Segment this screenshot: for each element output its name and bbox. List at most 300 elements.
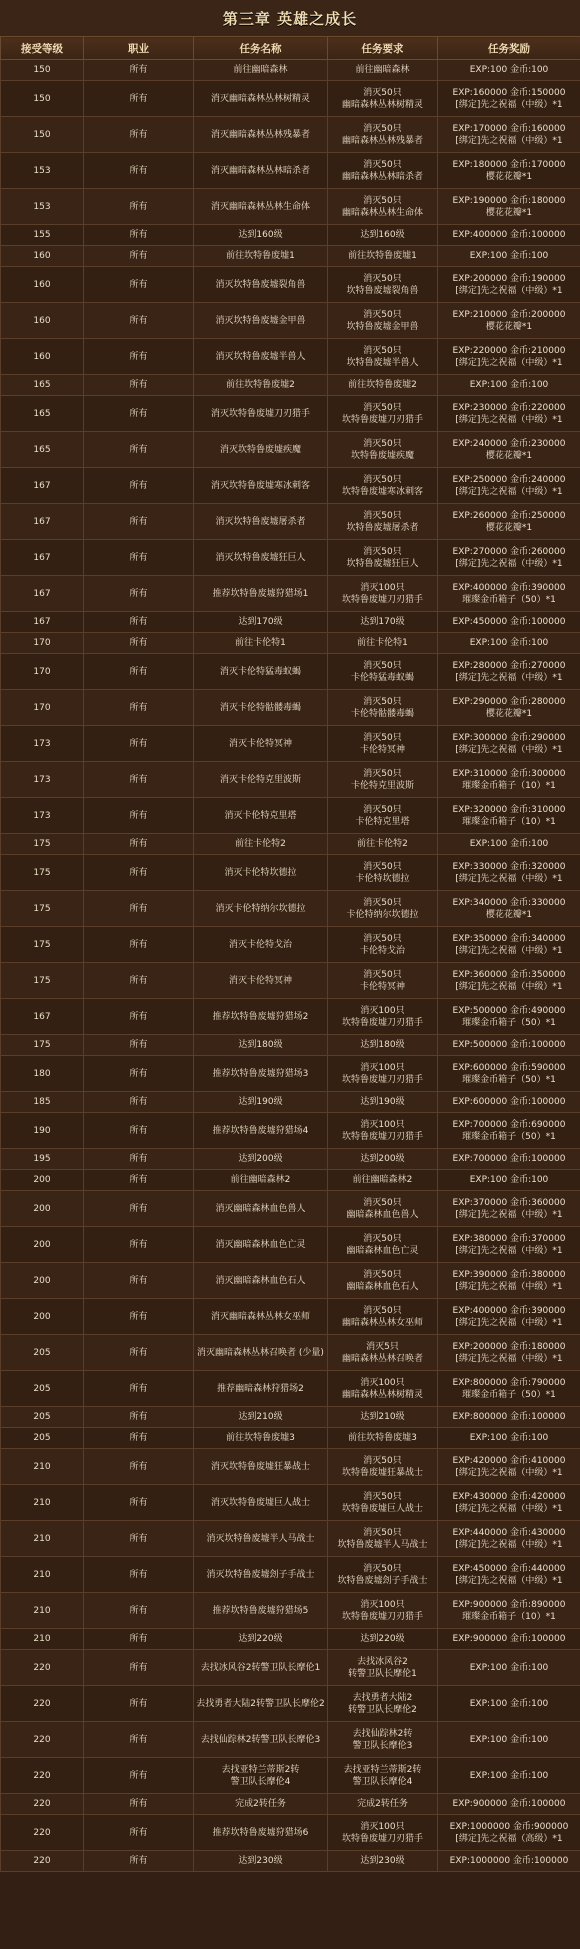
cell-class bbox=[84, 468, 194, 504]
cell-reward-line: EXP:900000 金币:100000 bbox=[452, 1799, 566, 1809]
cell-requirement-line: 消灭50只 bbox=[363, 1455, 402, 1466]
cell-quest-name-line: 前往坎特鲁废墟2 bbox=[226, 380, 295, 390]
cell-class bbox=[84, 834, 194, 855]
cell-reward bbox=[438, 1815, 580, 1851]
cell-class bbox=[84, 225, 194, 246]
cell-class-line: 所有 bbox=[129, 1275, 148, 1286]
cell-class-line: 所有 bbox=[129, 552, 148, 563]
cell-requirement-line: 警卫队长摩伦3 bbox=[352, 1740, 413, 1751]
cell-quest-name bbox=[194, 153, 328, 189]
cell-reward-line: EXP:270000 金币:260000 bbox=[452, 546, 566, 557]
cell-quest-name-line: 达到180级 bbox=[238, 1040, 283, 1050]
cell-requirement-line: 消灭50只 bbox=[363, 804, 402, 815]
cell-reward bbox=[438, 81, 580, 117]
cell-reward bbox=[438, 1407, 580, 1428]
cell-quest-name bbox=[194, 117, 328, 153]
cell-requirement bbox=[328, 189, 438, 225]
cell-quest-name-line: 消灭坎特鲁废墟刽子手战士 bbox=[206, 1569, 315, 1580]
cell-level bbox=[1, 999, 84, 1035]
cell-level bbox=[1, 60, 84, 81]
cell-level-line: 205 bbox=[33, 1347, 51, 1358]
cell-class bbox=[84, 927, 194, 963]
table-row bbox=[1, 690, 580, 726]
cell-requirement bbox=[328, 927, 438, 963]
cell-class bbox=[84, 1593, 194, 1629]
cell-requirement bbox=[328, 1851, 438, 1872]
cell-requirement bbox=[328, 339, 438, 375]
cell-reward-line: [绑定]先之祝福（中级）*1 bbox=[455, 414, 563, 425]
cell-level-line: 150 bbox=[33, 65, 51, 75]
cell-requirement bbox=[328, 1557, 438, 1593]
cell-requirement bbox=[328, 81, 438, 117]
cell-quest-name-line: 前往卡伦特2 bbox=[235, 839, 286, 849]
cell-quest-name bbox=[194, 1035, 328, 1056]
cell-class bbox=[84, 726, 194, 762]
cell-reward-line: EXP:100 金币:100 bbox=[469, 1770, 549, 1781]
cell-reward bbox=[438, 1170, 580, 1191]
cell-level-line: 220 bbox=[33, 1856, 51, 1866]
cell-reward-line: [绑定]先之祝福（中级）*1 bbox=[455, 1317, 563, 1328]
cell-requirement-line: 坎特鲁废墟刀刃猎手 bbox=[341, 1017, 423, 1028]
cell-reward-line: EXP:800000 金币:790000 bbox=[452, 1377, 566, 1388]
cell-quest-name-line: 推荐坎特鲁废墟狩猎场6 bbox=[212, 1827, 309, 1838]
cell-quest-name bbox=[194, 1794, 328, 1815]
cell-class bbox=[84, 576, 194, 612]
cell-quest-name bbox=[194, 762, 328, 798]
cell-requirement-line: 消灭50只 bbox=[363, 1197, 402, 1208]
cell-level-line: 180 bbox=[33, 1068, 51, 1079]
cell-requirement-line: 消灭50只 bbox=[363, 1305, 402, 1316]
cell-quest-name-line: 完成2转任务 bbox=[235, 1799, 286, 1809]
cell-reward bbox=[438, 1056, 580, 1092]
cell-class bbox=[84, 963, 194, 999]
cell-requirement-line: 消灭50只 bbox=[363, 123, 402, 134]
cell-level-line: 210 bbox=[33, 1533, 51, 1544]
cell-reward bbox=[438, 963, 580, 999]
cell-class bbox=[84, 375, 194, 396]
cell-class-line: 所有 bbox=[129, 129, 148, 140]
cell-class-line: 所有 bbox=[129, 738, 148, 749]
cell-level bbox=[1, 855, 84, 891]
cell-quest-name bbox=[194, 798, 328, 834]
cell-class bbox=[84, 1056, 194, 1092]
header-class: 职业 bbox=[84, 37, 194, 60]
cell-quest-name-line: 消灭卡伦特戈治 bbox=[228, 939, 292, 950]
header-reward: 任务奖励 bbox=[438, 37, 580, 60]
cell-reward bbox=[438, 267, 580, 303]
cell-class-line: 所有 bbox=[129, 93, 148, 104]
cell-requirement-line: 坎特鲁废墟刀刃猎手 bbox=[341, 594, 423, 605]
cell-quest-name-line: 消灭卡伦特纳尔坎德拉 bbox=[215, 903, 306, 914]
cell-quest-name bbox=[194, 855, 328, 891]
cell-requirement-line: 消灭50只 bbox=[363, 969, 402, 980]
cell-quest-name-line: 达到220级 bbox=[238, 1634, 283, 1644]
cell-class bbox=[84, 81, 194, 117]
cell-requirement-line: 坎特鲁废墟屠杀者 bbox=[346, 522, 419, 533]
cell-reward bbox=[438, 1650, 580, 1686]
cell-class bbox=[84, 1299, 194, 1335]
cell-requirement-line: 消灭50只 bbox=[363, 768, 402, 779]
cell-level bbox=[1, 1758, 84, 1794]
cell-level bbox=[1, 1371, 84, 1407]
cell-level-line: 173 bbox=[33, 810, 51, 821]
cell-reward bbox=[438, 1299, 580, 1335]
table-row bbox=[1, 117, 580, 153]
cell-class bbox=[84, 1485, 194, 1521]
cell-quest-name bbox=[194, 1056, 328, 1092]
cell-class bbox=[84, 1722, 194, 1758]
cell-quest-name-line: 消灭卡伦特冥神 bbox=[228, 738, 292, 749]
cell-quest-name bbox=[194, 1113, 328, 1149]
cell-level bbox=[1, 1650, 84, 1686]
cell-quest-name-line: 消灭卡伦特猛毒蚁蝎 bbox=[219, 666, 301, 677]
cell-requirement-line: 消灭50只 bbox=[363, 438, 402, 449]
cell-quest-name-line: 消灭幽暗森林丛林残暴者 bbox=[210, 129, 310, 140]
cell-reward-line: EXP:100 金币:100 bbox=[469, 380, 549, 390]
cell-class bbox=[84, 504, 194, 540]
cell-level-line: 173 bbox=[33, 774, 51, 785]
cell-class-line: 所有 bbox=[129, 1383, 148, 1394]
table-row bbox=[1, 963, 580, 999]
cell-reward-line: EXP:400000 金币:390000 bbox=[452, 1305, 566, 1316]
cell-level-line: 167 bbox=[33, 480, 51, 491]
cell-reward bbox=[438, 339, 580, 375]
cell-requirement bbox=[328, 1686, 438, 1722]
cell-level bbox=[1, 1170, 84, 1191]
cell-requirement bbox=[328, 1035, 438, 1056]
cell-requirement-line: 坎特鲁废墟刀刃猎手 bbox=[341, 414, 423, 425]
cell-class bbox=[84, 999, 194, 1035]
cell-quest-name-line: 消灭幽暗森林丛林女巫师 bbox=[210, 1311, 310, 1322]
cell-quest-name-line: 消灭卡伦特克里波斯 bbox=[219, 774, 301, 785]
table-row bbox=[1, 396, 580, 432]
cell-reward-line: EXP:260000 金币:250000 bbox=[452, 510, 566, 521]
cell-level bbox=[1, 798, 84, 834]
cell-class-line: 所有 bbox=[129, 1827, 148, 1838]
cell-quest-name bbox=[194, 60, 328, 81]
cell-level bbox=[1, 1263, 84, 1299]
cell-level bbox=[1, 1851, 84, 1872]
cell-level bbox=[1, 1722, 84, 1758]
cell-reward-line: 樱花花瓣*1 bbox=[485, 207, 533, 218]
cell-level-line: 210 bbox=[33, 1605, 51, 1616]
cell-requirement bbox=[328, 834, 438, 855]
cell-quest-name-line: 推荐坎特鲁废墟狩猎场4 bbox=[212, 1125, 309, 1136]
cell-reward bbox=[438, 1035, 580, 1056]
cell-requirement-line: 消灭50只 bbox=[363, 345, 402, 356]
cell-requirement-line: 完成2转任务 bbox=[357, 1799, 408, 1809]
cell-requirement-line: 前往坎特鲁废墟1 bbox=[348, 251, 417, 261]
cell-reward-line: 樱花花瓣*1 bbox=[485, 171, 533, 182]
cell-quest-name bbox=[194, 1149, 328, 1170]
cell-reward bbox=[438, 1758, 580, 1794]
table-row bbox=[1, 612, 580, 633]
cell-reward bbox=[438, 1485, 580, 1521]
cell-quest-name-line: 消灭坎特鲁废墟裂角兽 bbox=[215, 279, 306, 290]
cell-requirement-line: 坎特鲁废墟裂角兽 bbox=[346, 285, 419, 296]
cell-requirement-line: 幽暗森林血色兽人 bbox=[346, 1209, 419, 1220]
cell-reward-line: EXP:390000 金币:380000 bbox=[452, 1269, 566, 1280]
cell-reward bbox=[438, 927, 580, 963]
cell-reward-line: EXP:600000 金币:590000 bbox=[452, 1062, 566, 1073]
cell-quest-name bbox=[194, 927, 328, 963]
cell-requirement-line: 幽暗森林丛林女巫师 bbox=[341, 1317, 423, 1328]
cell-requirement-line: 消灭50只 bbox=[363, 1527, 402, 1538]
cell-class bbox=[84, 1557, 194, 1593]
cell-reward-line: EXP:200000 金币:180000 bbox=[452, 1341, 566, 1352]
cell-class-line: 所有 bbox=[129, 1203, 148, 1214]
cell-quest-name-line: 消灭坎特鲁废墟寒冰刺客 bbox=[210, 480, 310, 491]
cell-requirement-line: 坎特鲁废墟刀刃猎手 bbox=[341, 1131, 423, 1142]
cell-class bbox=[84, 1371, 194, 1407]
cell-quest-name-line: 去找仙踪林2转警卫队长摩伦3 bbox=[200, 1734, 321, 1745]
cell-level bbox=[1, 189, 84, 225]
cell-reward bbox=[438, 690, 580, 726]
cell-reward-line: EXP:500000 金币:490000 bbox=[452, 1005, 566, 1016]
cell-quest-name bbox=[194, 432, 328, 468]
cell-quest-name-line: 消灭卡伦特克里塔 bbox=[224, 810, 297, 821]
cell-reward bbox=[438, 1557, 580, 1593]
cell-requirement-line: 幽暗森林丛林树精灵 bbox=[341, 1389, 423, 1400]
cell-level-line: 165 bbox=[33, 444, 51, 455]
cell-level bbox=[1, 690, 84, 726]
cell-level bbox=[1, 1113, 84, 1149]
cell-quest-name bbox=[194, 267, 328, 303]
cell-requirement-line: 去找仙踪林2转 bbox=[352, 1728, 413, 1739]
cell-quest-name-line: 消灭坎特鲁废墟金甲兽 bbox=[215, 315, 306, 326]
cell-requirement bbox=[328, 1794, 438, 1815]
cell-requirement-line: 幽暗森林丛林残暴者 bbox=[341, 135, 423, 146]
cell-requirement-line: 消灭50只 bbox=[363, 1491, 402, 1502]
cell-quest-name-line: 达到160级 bbox=[238, 230, 283, 240]
cell-requirement-line: 达到230级 bbox=[360, 1856, 405, 1866]
cell-reward-line: EXP:1000000 金币:100000 bbox=[449, 1856, 569, 1866]
cell-requirement-line: 消灭50只 bbox=[363, 273, 402, 284]
cell-reward-line: EXP:100 金币:100 bbox=[469, 638, 549, 648]
cell-level-line: 175 bbox=[33, 903, 51, 914]
cell-level-line: 155 bbox=[33, 230, 51, 240]
cell-requirement bbox=[328, 540, 438, 576]
cell-class bbox=[84, 303, 194, 339]
table-row bbox=[1, 1092, 580, 1113]
cell-requirement-line: 消灭50只 bbox=[363, 861, 402, 872]
cell-reward bbox=[438, 1629, 580, 1650]
table-row bbox=[1, 303, 580, 339]
cell-reward bbox=[438, 303, 580, 339]
cell-class-line: 所有 bbox=[129, 1125, 148, 1136]
cell-class-line: 所有 bbox=[129, 230, 148, 240]
cell-requirement-line: 消灭100只 bbox=[360, 1599, 405, 1610]
cell-level bbox=[1, 1593, 84, 1629]
cell-reward bbox=[438, 1227, 580, 1263]
cell-requirement bbox=[328, 654, 438, 690]
cell-class-line: 所有 bbox=[129, 867, 148, 878]
cell-requirement bbox=[328, 576, 438, 612]
cell-requirement bbox=[328, 1170, 438, 1191]
cell-class bbox=[84, 396, 194, 432]
cell-class bbox=[84, 1449, 194, 1485]
cell-requirement-line: 消灭100只 bbox=[360, 1377, 405, 1388]
cell-requirement-line: 消灭50只 bbox=[363, 1233, 402, 1244]
cell-level-line: 210 bbox=[33, 1569, 51, 1580]
cell-requirement-line: 坎特鲁废墟半兽人 bbox=[346, 357, 419, 368]
cell-requirement-line: 幽暗森林血色石人 bbox=[346, 1281, 419, 1292]
table-row bbox=[1, 1557, 580, 1593]
cell-requirement-line: 坎特鲁废墟寒冰刺客 bbox=[341, 486, 423, 497]
cell-quest-name-line: 达到230级 bbox=[238, 1856, 283, 1866]
cell-level-line: 200 bbox=[33, 1239, 51, 1250]
table-row bbox=[1, 1815, 580, 1851]
table-row bbox=[1, 1371, 580, 1407]
cell-requirement bbox=[328, 468, 438, 504]
cell-class-line: 所有 bbox=[129, 1011, 148, 1022]
cell-requirement bbox=[328, 1521, 438, 1557]
cell-requirement bbox=[328, 225, 438, 246]
cell-reward bbox=[438, 633, 580, 654]
cell-reward-line: [绑定]先之祝福（中级）*1 bbox=[455, 1209, 563, 1220]
table-row bbox=[1, 60, 580, 81]
cell-class-line: 所有 bbox=[129, 638, 148, 648]
cell-class bbox=[84, 1794, 194, 1815]
cell-class bbox=[84, 1227, 194, 1263]
cell-quest-name-line: 推荐坎特鲁废墟狩猎场2 bbox=[212, 1011, 309, 1022]
cell-quest-name bbox=[194, 1851, 328, 1872]
table-row bbox=[1, 834, 580, 855]
cell-quest-name bbox=[194, 189, 328, 225]
cell-class bbox=[84, 432, 194, 468]
cell-class-line: 所有 bbox=[129, 444, 148, 455]
cell-quest-name-line: 前往坎特鲁废墟3 bbox=[226, 1433, 295, 1443]
cell-quest-name-line: 消灭坎特鲁废墟狂暴战士 bbox=[210, 1461, 310, 1472]
cell-level bbox=[1, 1629, 84, 1650]
cell-class-line: 所有 bbox=[129, 380, 148, 390]
cell-class bbox=[84, 117, 194, 153]
cell-level-line: 153 bbox=[33, 201, 51, 212]
cell-reward bbox=[438, 726, 580, 762]
cell-level bbox=[1, 1227, 84, 1263]
cell-requirement-line: 消灭50只 bbox=[363, 87, 402, 98]
cell-reward bbox=[438, 246, 580, 267]
cell-level-line: 175 bbox=[33, 939, 51, 950]
cell-reward bbox=[438, 1191, 580, 1227]
cell-level-line: 210 bbox=[33, 1497, 51, 1508]
cell-requirement bbox=[328, 1485, 438, 1521]
cell-reward bbox=[438, 153, 580, 189]
cell-level-line: 200 bbox=[33, 1275, 51, 1286]
table-row bbox=[1, 339, 580, 375]
cell-quest-name bbox=[194, 963, 328, 999]
cell-level bbox=[1, 540, 84, 576]
cell-class-line: 所有 bbox=[129, 1770, 148, 1781]
header-quest-name: 任务名称 bbox=[194, 37, 328, 60]
cell-requirement-line: 卡伦特戈治 bbox=[359, 945, 405, 956]
cell-reward-line: [绑定]先之祝福（高级）*1 bbox=[455, 1833, 563, 1844]
cell-reward-line: EXP:180000 金币:170000 bbox=[452, 159, 566, 170]
table-row bbox=[1, 576, 580, 612]
table-row bbox=[1, 468, 580, 504]
cell-reward-line: EXP:100 金币:100 bbox=[469, 1662, 549, 1673]
cell-requirement bbox=[328, 1335, 438, 1371]
cell-reward-line: 璀璨金币箱子（50）*1 bbox=[462, 1389, 556, 1400]
cell-level-line: 175 bbox=[33, 1040, 51, 1050]
cell-class-line: 所有 bbox=[129, 201, 148, 212]
cell-reward-line: EXP:170000 金币:160000 bbox=[452, 123, 566, 134]
table-row bbox=[1, 654, 580, 690]
cell-level-line: 167 bbox=[33, 588, 51, 599]
cell-level bbox=[1, 1794, 84, 1815]
cell-reward-line: [绑定]先之祝福（中级）*1 bbox=[455, 99, 563, 110]
cell-quest-name bbox=[194, 504, 328, 540]
cell-reward bbox=[438, 834, 580, 855]
cell-quest-name bbox=[194, 375, 328, 396]
cell-class bbox=[84, 1407, 194, 1428]
cell-reward-line: EXP:100 金币:100 bbox=[469, 839, 549, 849]
cell-level-line: 160 bbox=[33, 351, 51, 362]
cell-requirement-line: 坎特鲁废墟疾魔 bbox=[350, 450, 414, 461]
cell-level-line: 170 bbox=[33, 666, 51, 677]
cell-class-line: 所有 bbox=[129, 315, 148, 326]
cell-requirement-line: 坎特鲁废墟半人马战士 bbox=[337, 1539, 428, 1550]
cell-class-line: 所有 bbox=[129, 1569, 148, 1580]
table-row bbox=[1, 1263, 580, 1299]
cell-quest-name-line: 推荐坎特鲁废墟狩猎场5 bbox=[212, 1605, 309, 1616]
cell-requirement-line: 幽暗森林丛林暗杀者 bbox=[341, 171, 423, 182]
cell-class bbox=[84, 246, 194, 267]
cell-quest-name-line: 达到210级 bbox=[238, 1412, 283, 1422]
cell-reward bbox=[438, 1686, 580, 1722]
cell-requirement-line: 去找勇者大陆2 bbox=[352, 1692, 413, 1703]
cell-level bbox=[1, 612, 84, 633]
cell-quest-name bbox=[194, 999, 328, 1035]
cell-level bbox=[1, 726, 84, 762]
cell-quest-name-line: 警卫队长摩伦4 bbox=[230, 1776, 291, 1787]
cell-quest-name bbox=[194, 1227, 328, 1263]
cell-quest-name bbox=[194, 1449, 328, 1485]
table-row bbox=[1, 504, 580, 540]
cell-requirement bbox=[328, 1722, 438, 1758]
cell-reward-line: EXP:900000 金币:100000 bbox=[452, 1634, 566, 1644]
cell-reward bbox=[438, 762, 580, 798]
table-row bbox=[1, 1170, 580, 1191]
cell-level-line: 167 bbox=[33, 617, 51, 627]
cell-class-line: 所有 bbox=[129, 588, 148, 599]
cell-requirement-line: 转警卫队长摩伦2 bbox=[348, 1704, 417, 1715]
cell-level bbox=[1, 1449, 84, 1485]
cell-quest-name bbox=[194, 396, 328, 432]
cell-reward-line: 樱花花瓣*1 bbox=[485, 708, 533, 719]
cell-requirement-line: 消灭100只 bbox=[360, 582, 405, 593]
cell-requirement bbox=[328, 1371, 438, 1407]
cell-reward-line: EXP:250000 金币:240000 bbox=[452, 474, 566, 485]
table-row bbox=[1, 1758, 580, 1794]
cell-requirement bbox=[328, 1056, 438, 1092]
table-row bbox=[1, 81, 580, 117]
cell-level-line: 175 bbox=[33, 975, 51, 986]
cell-level-line: 160 bbox=[33, 279, 51, 290]
cell-class-line: 所有 bbox=[129, 165, 148, 176]
cell-level-line: 200 bbox=[33, 1203, 51, 1214]
cell-requirement-line: 消灭50只 bbox=[363, 933, 402, 944]
cell-level bbox=[1, 1056, 84, 1092]
cell-reward bbox=[438, 1428, 580, 1449]
cell-level-line: 195 bbox=[33, 1154, 51, 1164]
cell-requirement-line: 消灭100只 bbox=[360, 1119, 405, 1130]
table-row bbox=[1, 1629, 580, 1650]
cell-reward bbox=[438, 612, 580, 633]
cell-level-line: 165 bbox=[33, 380, 51, 390]
cell-level-line: 160 bbox=[33, 315, 51, 326]
cell-reward-line: 璀璨金币箱子（10）*1 bbox=[462, 780, 556, 791]
